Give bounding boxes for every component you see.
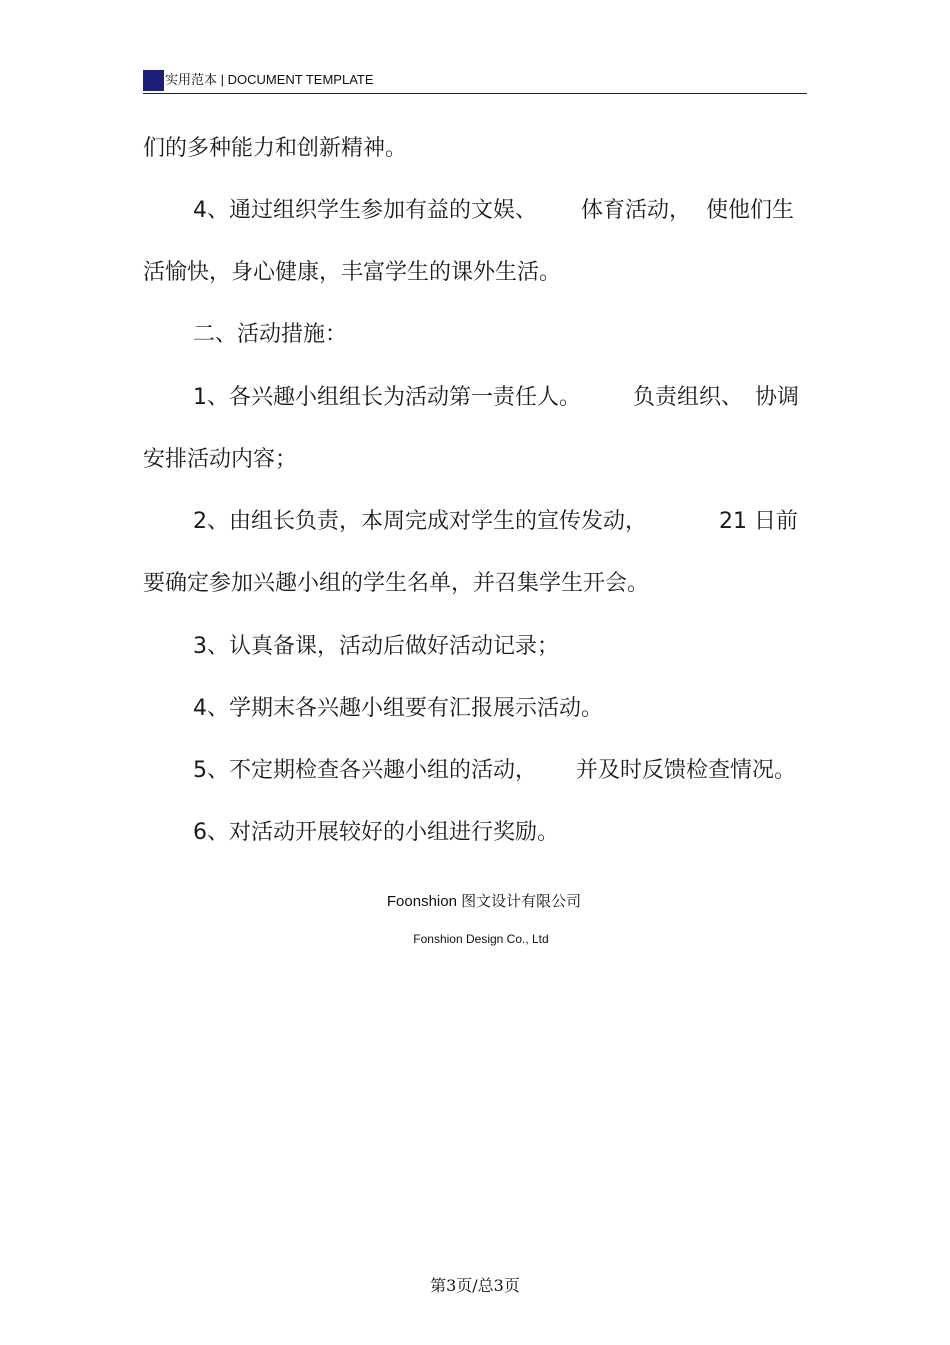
paragraph-text: 们的多种能力和创新精神。 [143, 136, 408, 161]
page-number: 第3页/总3页 [430, 1276, 520, 1295]
paragraph-text: 协调 [755, 385, 800, 410]
page-header [143, 68, 807, 94]
header-title: 实用范本 | DOCUMENT TEMPLATE [165, 72, 374, 87]
paragraph-text: 5、不定期检查各兴趣小组的活动， [193, 758, 537, 783]
paragraph-text: 体育活动， [581, 198, 692, 223]
paragraph-text: 活愉快，身心健康，丰富学生的课外生活。 [143, 260, 562, 285]
paragraph-text: 6、对活动开展较好的小组进行奖励。 [193, 820, 559, 845]
paragraph-text: 安排活动内容； [143, 447, 298, 472]
paragraph-text: 3、认真备课，活动后做好活动记录； [193, 634, 559, 659]
footer-company-en: Fonshion Design Co., Ltd [413, 932, 549, 946]
paragraph-text: 使他们生 [706, 198, 795, 223]
paragraph-text: 并及时反馈检查情况。 [576, 758, 797, 783]
paragraph-text: 4、学期末各兴趣小组要有汇报展示活动。 [193, 696, 603, 721]
paragraph-text: 4、通过组织学生参加有益的文娱、 [193, 198, 537, 223]
paragraph-text: 2、由组长负责，本周完成对学生的宣传发动， [193, 509, 647, 534]
footer-company-cn: Foonshion 图文设计有限公司 [386, 893, 582, 910]
paragraph-text: 要确定参加兴趣小组的学生名单，并召集学生开会。 [143, 571, 650, 596]
header-logo-square [143, 70, 164, 91]
paragraph-text: 负责组织、 [633, 385, 744, 410]
paragraph-text: 21 日前 [719, 509, 798, 534]
paragraph-text: 1、各兴趣小组组长为活动第一责任人。 [193, 385, 581, 410]
section-title: 二、活动措施： [193, 322, 348, 347]
